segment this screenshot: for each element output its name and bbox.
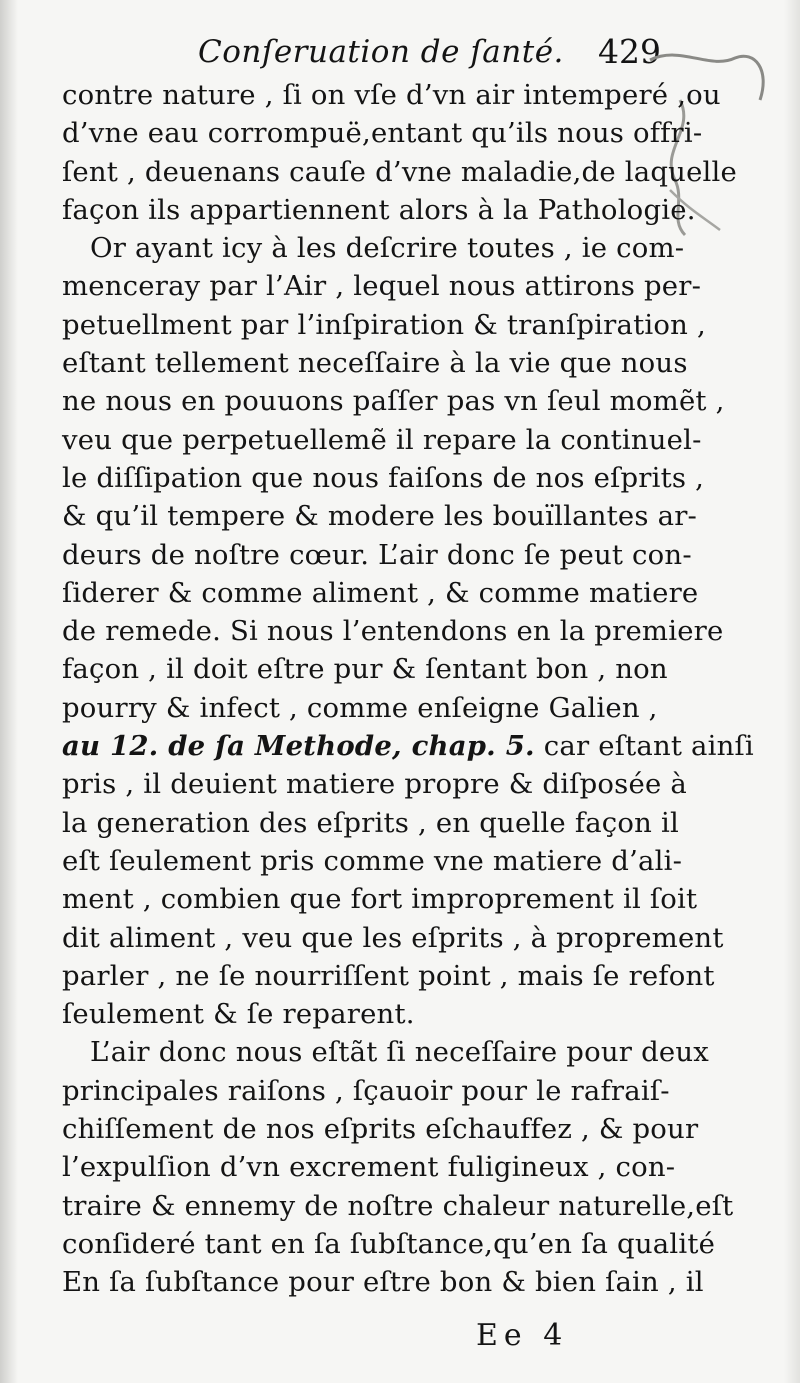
- text-line: dit aliment , veu que les eſprits , à proprement: [62, 921, 724, 954]
- text-line: traire & ennemy de noſtre chaleur naturelle,eſt: [62, 1189, 734, 1222]
- text-line: le diſſipation que nous faiſons de nos eſprits ,: [62, 461, 705, 494]
- text-line: L’air donc nous eſtãt ſi neceſſaire pour deux: [90, 1036, 709, 1069]
- page-number: 429: [598, 32, 661, 71]
- citation-reference: au 12. de ſa Methode, chap. 5.: [62, 730, 535, 763]
- text-line: deurs de noſtre cœur. L’air donc ſe peut con-: [62, 538, 692, 571]
- text-line: veu que perpetuellemẽ il repare la continuel-: [62, 423, 702, 456]
- text-line: principales raiſons , ſçauoir pour le rafraiſ-: [62, 1074, 670, 1107]
- text-line: de remede. Si nous l’entendons en la premiere: [62, 615, 724, 648]
- text-line: pris , il deuient matiere propre & diſposée à: [62, 768, 687, 801]
- citation-line: [62, 727, 754, 765]
- text-line: façon , il doit eſtre pur & ſentant bon , non: [62, 653, 668, 686]
- text-line: ne nous en pouuons paſſer pas vn ſeul momẽt ,: [62, 385, 725, 418]
- text-line: façon ils appartiennent alors à la Pathologie.: [62, 193, 696, 226]
- text-line: ſiderer & comme aliment , & comme matiere: [62, 576, 699, 609]
- text-line: ment , combien que fort improprement il ſoit: [62, 883, 698, 916]
- text-line: conſideré tant en ſa ſubſtance,qu’en ſa qualité: [62, 1227, 716, 1260]
- gutter-shadow: [0, 0, 18, 1383]
- signature-mark: Ee 4: [476, 1318, 569, 1353]
- text-line: & qu’il tempere & modere les bouïllantes ar-: [62, 500, 698, 533]
- text-line: pourry & infect , comme enſeigne Galien ,: [62, 691, 658, 724]
- text-line: contre nature , ſi on vſe d’vn air intemperé ,ou: [62, 79, 721, 111]
- text-line: petuellment par l’inſpiration & tranſpiration ,: [62, 308, 706, 341]
- body-text: [62, 76, 754, 1302]
- text-line: parler , ne ſe nourriſſent point , mais ſe refont: [62, 959, 715, 992]
- text-line: eſtant tellement neceſſaire à la vie que nous: [62, 347, 688, 380]
- running-title: Conſeruation de ſanté.: [198, 34, 564, 70]
- text-line: eſt ſeulement pris comme vne matiere d’ali-: [62, 844, 683, 877]
- text-line: menceray par l’Air , lequel nous attirons per-: [62, 270, 702, 303]
- text-line: chiſſement de nos eſprits eſchauffez , & pour: [62, 1113, 699, 1146]
- text-line: ſent , deuenans cauſe d’vne maladie,de laquelle: [62, 155, 738, 188]
- text-line: ſeulement & ſe reparent.: [62, 998, 415, 1031]
- text-line: d’vne eau corrompuë,entant qu’ils nous offri-: [62, 117, 703, 150]
- citation-continuation: car eſtant ainſi: [534, 730, 754, 763]
- text-line: En ſa ſubſtance pour eſtre bon & bien ſain , il: [62, 1266, 704, 1299]
- text-line: la generation des eſprits , en quelle façon il: [62, 806, 680, 839]
- text-line: l’expulſion d’vn excrement fuligineux , con-: [62, 1151, 676, 1184]
- text-line: Or ayant icy à les deſcrire toutes , ie com-: [90, 232, 685, 265]
